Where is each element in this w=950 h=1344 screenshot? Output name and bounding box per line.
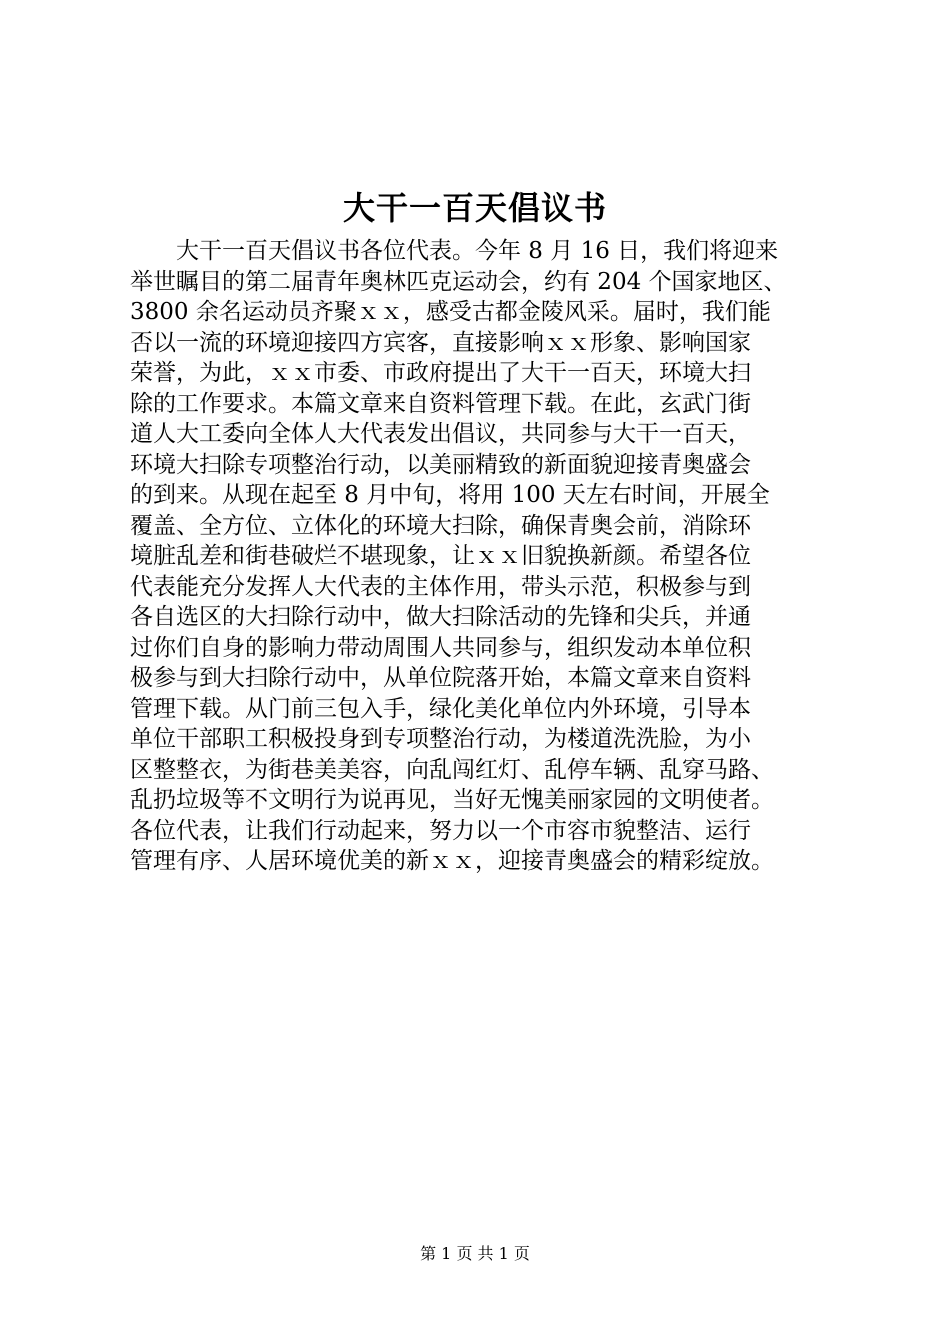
body-line: 的到来。从现在起至 8 月中旬，将用 100 天左右时间，开展全 [130, 482, 770, 508]
body-line: 大干一百天倡议书各位代表。今年 8 月 16 日，我们将迎来 [176, 238, 779, 264]
body-line: 否以一流的环境迎接四方宾客，直接影响ｘｘ形象、影响国家 [130, 329, 751, 356]
body-line: 代表能充分发挥人大代表的主体作用，带头示范，积极参与到 [130, 573, 751, 600]
body-line: 单位干部职工积极投身到专项整治行动，为楼道洗洗脸，为小 [130, 726, 751, 752]
body-line: 境脏乱差和街巷破烂不堪现象，让ｘｘ旧貌换新颜。希望各位 [130, 543, 751, 569]
body-line: 管理下载。从门前三包入手，绿化美化单位内外环境，引导本 [130, 695, 751, 722]
body-line: 环境大扫除专项整治行动，以美丽精致的新面貌迎接青奥盛会 [130, 451, 751, 478]
body-line: 举世瞩目的第二届青年奥林匹克运动会，约有 204 个国家地区、 [130, 268, 787, 295]
body-line: 极参与到大扫除行动中，从单位院落开始，本篇文章来自资料 [130, 665, 751, 691]
body-line: 除的工作要求。本篇文章来自资料管理下载。在此，玄武门街 [130, 390, 751, 417]
page-footer: 第 1 页 共 1 页 [420, 1244, 530, 1263]
document-body [130, 236, 830, 877]
body-line: 荣誉，为此，ｘｘ市委、市政府提出了大干一百天，环境大扫 [130, 360, 751, 386]
body-line: 各位代表，让我们行动起来，努力以一个市容市貌整洁、运行 [130, 817, 751, 844]
body-line: 过你们自身的影响力带动周围人共同参与，组织发动本单位积 [130, 634, 751, 661]
body-line: 乱扔垃圾等不文明行为说再见，当好无愧美丽家园的文明使者。 [130, 787, 774, 813]
body-line: 道人大工委向全体人大代表发出倡议，共同参与大干一百天， [130, 421, 751, 447]
body-line: 管理有序、人居环境优美的新ｘｘ，迎接青奥盛会的精彩绽放。 [130, 848, 774, 874]
body-line: 各自选区的大扫除行动中，做大扫除活动的先锋和尖兵，并通 [130, 604, 751, 630]
page-title: 大干一百天倡议书 [342, 189, 607, 227]
body-line: 3800 余名运动员齐聚ｘｘ，感受古都金陵风采。届时，我们能 [130, 299, 771, 325]
body-line: 覆盖、全方位、立体化的环境大扫除，确保青奥会前，消除环 [130, 512, 751, 539]
body-line: 区整整衣，为街巷美美容，向乱闯红灯、乱停车辆、乱穿马路、 [130, 756, 774, 783]
